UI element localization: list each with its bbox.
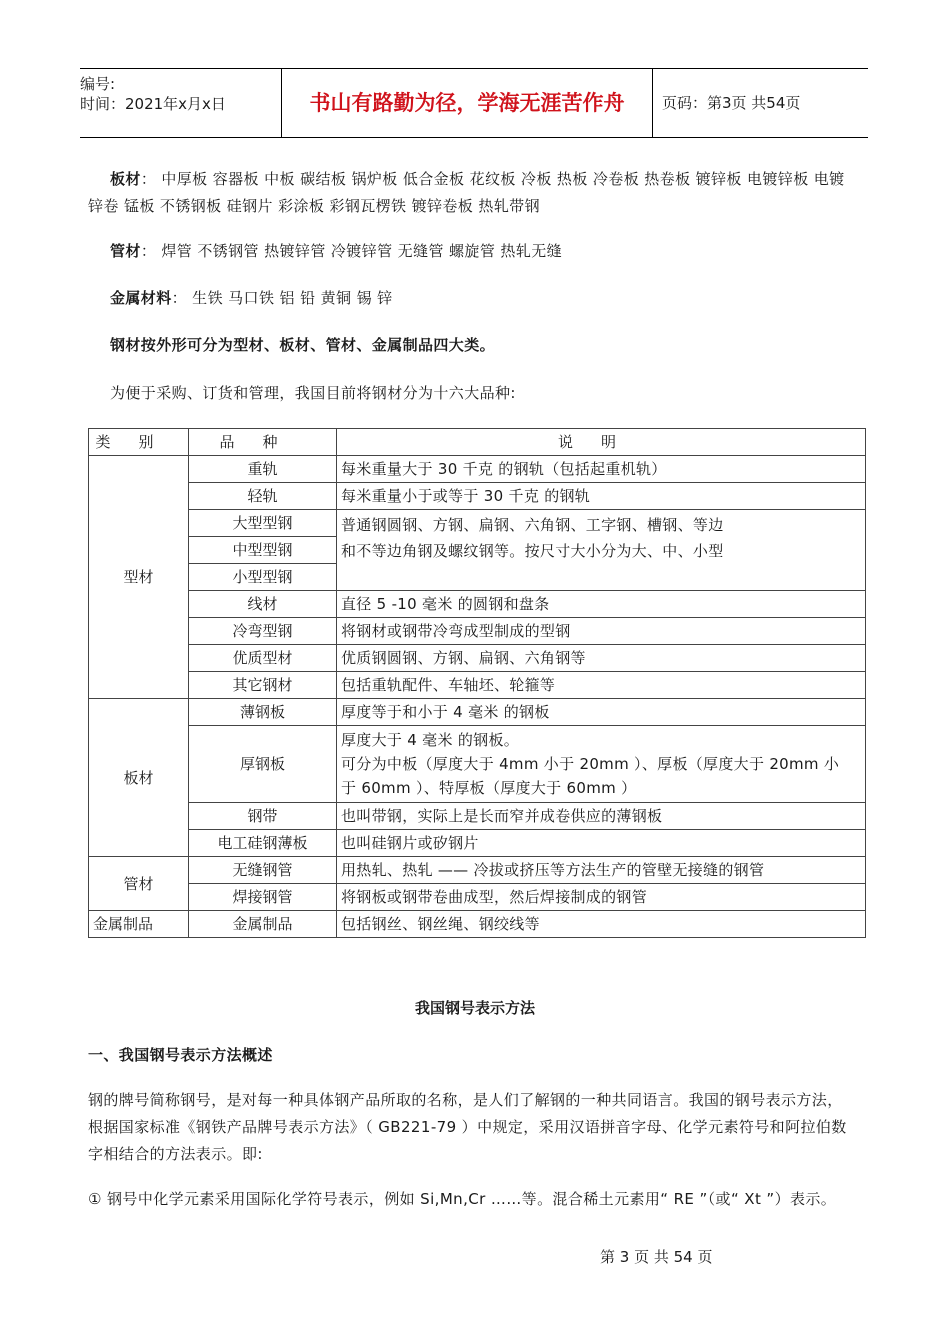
table-row — [89, 857, 866, 884]
kind-cell: 薄钢板 — [189, 699, 337, 726]
description-cell: 厚度等于和小于 4 毫米 的钢板 — [337, 699, 866, 726]
plate-paragraph — [88, 166, 856, 220]
description-cell-merged — [337, 510, 866, 591]
page-header — [80, 68, 868, 138]
description-cell: 也叫带钢，实际上是长而窄并成卷供应的薄钢板 — [337, 803, 866, 830]
section-heading: 一、我国钢号表示方法概述 — [88, 1046, 273, 1064]
table-row — [89, 456, 866, 483]
description-cell: 包括重轨配件、车轴坯、轮箍等 — [337, 672, 866, 699]
kind-cell: 无缝钢管 — [189, 857, 337, 884]
steel-category-table — [88, 428, 866, 938]
description-cell: 将钢材或钢带冷弯成型制成的型钢 — [337, 618, 866, 645]
header-description: 说明 — [337, 429, 866, 456]
pipe-items: ： 焊管 不锈钢管 热镀锌管 冷镀锌管 无缝管 螺旋管 热轧无缝 — [140, 242, 562, 260]
kind-cell: 厚钢板 — [189, 726, 337, 803]
kind-cell: 焊接钢管 — [189, 884, 337, 911]
description-cell: 用热轧、热轧 —— 冷拔或挤压等方法生产的管壁无接缝的钢管 — [337, 857, 866, 884]
section-paragraph: ① 钢号中化学元素采用国际化学符号表示，例如 Si,Mn,Cr ……等。混合稀土元素用“ RE ”（或“ Xt ”）表示。 — [88, 1190, 837, 1208]
section-title: 我国钢号表示方法 — [414, 999, 535, 1017]
category-section-steel: 型材 — [89, 456, 189, 699]
table-row — [89, 911, 866, 938]
header-motto: 书山有路勤为径，学海无涯苦作舟 — [281, 69, 653, 137]
description-line: 可分为中板（厚度大于 4mm 小于 20mm ）、厚板（厚度大于 20mm 小 — [341, 755, 840, 773]
description-cell: 每米重量大于 30 千克 的钢轨（包括起重机轨） — [337, 456, 866, 483]
sixteen-statement: 为便于采购、订货和管理，我国目前将钢材分为十六大品种: — [110, 384, 516, 402]
table-row — [89, 645, 866, 672]
table-row — [89, 830, 866, 857]
table-row — [89, 510, 866, 537]
page-footer: 第 3 页 共 54 页 — [600, 1248, 713, 1266]
description-line: 普通钢圆钢、方钢、扁钢、六角钢、工字钢、槽钢、等边 — [341, 516, 724, 534]
kind-cell: 小型型钢 — [189, 564, 337, 591]
document-number-label: 编号: — [80, 75, 116, 93]
metal-paragraph — [88, 285, 856, 312]
header-page-label: 页码：第3页 共54页 — [662, 94, 801, 112]
kind-cell: 轻轨 — [189, 483, 337, 510]
document-time-label: 时间：2021年x月x日 — [80, 95, 226, 113]
kind-cell: 金属制品 — [189, 911, 337, 938]
table-row — [89, 618, 866, 645]
kind-cell: 线材 — [189, 591, 337, 618]
kind-cell: 大型型钢 — [189, 510, 337, 537]
description-cell: 优质钢圆钢、方钢、扁钢、六角钢等 — [337, 645, 866, 672]
metal-label: 金属材料 — [110, 289, 172, 307]
category-plate: 板材 — [89, 699, 189, 857]
description-cell-multiline — [337, 726, 866, 803]
category-pipe: 管材 — [89, 857, 189, 911]
plate-label: 板材 — [110, 170, 141, 188]
description-line: 于 60mm ）、特厚板（厚度大于 60mm ） — [341, 779, 637, 797]
pipe-label: 管材 — [110, 242, 141, 260]
kind-cell: 其它钢材 — [189, 672, 337, 699]
section-paragraph: 钢的牌号简称钢号，是对每一种具体钢产品所取的名称，是人们了解钢的一种共同语言。我国的钢号表示方法，根据国家标准《钢铁产品牌号表示方法》（ GB221-79 ）中规定，采用汉语拼音字母、化学元素符号和阿拉伯数字相结合的方法表示。即: — [88, 1091, 847, 1163]
table-row — [89, 726, 866, 803]
table-row — [89, 884, 866, 911]
header-kind: 品种 — [189, 429, 337, 456]
kind-cell: 优质型材 — [189, 645, 337, 672]
metal-items: ： 生铁 马口铁 铝 铅 黄铜 锡 锌 — [171, 289, 393, 307]
header-meta — [80, 69, 280, 142]
table-header-row — [89, 429, 866, 456]
table-row — [89, 699, 866, 726]
kind-cell: 钢带 — [189, 803, 337, 830]
table-row — [89, 483, 866, 510]
header-category: 类别 — [89, 429, 189, 456]
description-line: 和不等边角钢及螺纹钢等。按尺寸大小分为大、中、小型 — [341, 542, 724, 560]
description-cell: 也叫硅钢片或矽钢片 — [337, 830, 866, 857]
description-cell: 直径 5 -10 毫米 的圆钢和盘条 — [337, 591, 866, 618]
description-cell: 包括钢丝、钢丝绳、钢绞线等 — [337, 911, 866, 938]
kind-cell: 电工硅钢薄板 — [189, 830, 337, 857]
table-row — [89, 803, 866, 830]
description-line: 厚度大于 4 毫米 的钢板。 — [341, 731, 520, 749]
description-cell: 每米重量小于或等于 30 千克 的钢轨 — [337, 483, 866, 510]
kind-cell: 重轨 — [189, 456, 337, 483]
description-cell: 将钢板或钢带卷曲成型，然后焊接制成的钢管 — [337, 884, 866, 911]
pipe-paragraph — [88, 238, 856, 265]
kind-cell: 中型型钢 — [189, 537, 337, 564]
plate-items: ： 中厚板 容器板 中板 碳结板 锅炉板 低合金板 花纹板 冷板 热板 冷卷板 热卷板 镀锌板 电镀锌板 电镀锌卷 锰板 不锈钢板 硅钢片 彩涂板 彩钢瓦楞铁 镀锌卷板 热轧带钢 — [88, 170, 845, 215]
classify-statement: 钢材按外形可分为型材、板材、管材、金属制品四大类。 — [110, 336, 496, 354]
table-row — [89, 591, 866, 618]
table-row — [89, 672, 866, 699]
kind-cell: 冷弯型钢 — [189, 618, 337, 645]
category-metal-product: 金属制品 — [89, 911, 189, 938]
